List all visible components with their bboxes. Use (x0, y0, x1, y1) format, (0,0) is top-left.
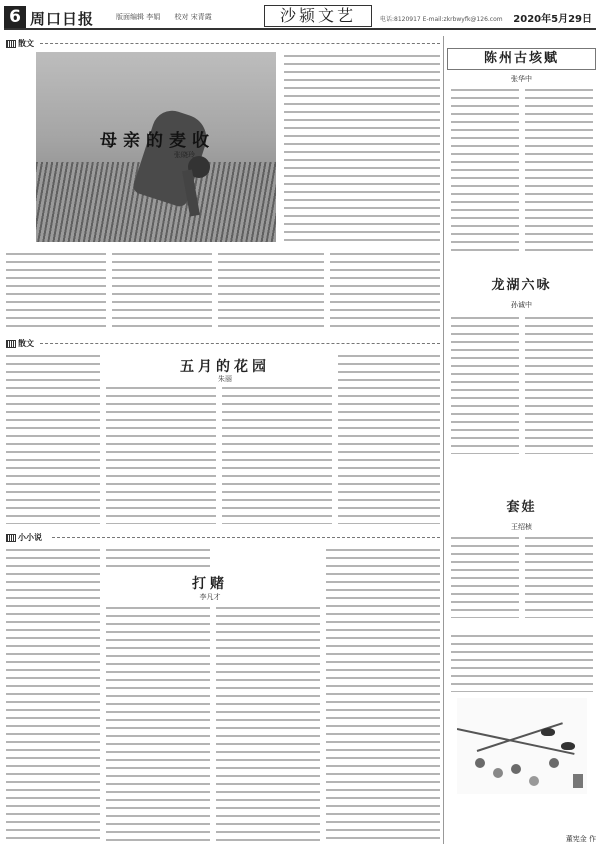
article-author: 李凡才 (199, 593, 221, 601)
publication-date: 2020年5月29日 (513, 14, 592, 25)
poem-title: 陈州古垓赋 (447, 48, 596, 70)
article-text (106, 604, 210, 842)
article-label: 散文 (6, 338, 34, 349)
column-divider (443, 36, 444, 844)
article-text (218, 250, 324, 330)
article-text (106, 384, 216, 524)
article-text (338, 352, 440, 524)
poem-text (451, 86, 519, 254)
poem-text (451, 314, 519, 454)
editors (116, 12, 224, 22)
paper-name: 周口日报 (30, 10, 95, 28)
poem-text (525, 534, 593, 618)
painting-seal (573, 774, 583, 788)
poem-title: 套娃 (506, 500, 537, 515)
painting-blossom (475, 758, 485, 768)
right-column (447, 38, 596, 798)
article-author: 张晓玲 (174, 151, 195, 159)
painting-blossom (493, 768, 503, 778)
painting-blossom (529, 776, 539, 786)
article-title: 母亲的麦收 (100, 131, 215, 151)
poem-author: 孙诚中 (511, 301, 532, 309)
article-text (284, 52, 440, 242)
editor-label: 版面编辑 李娟 (116, 13, 161, 21)
painting-blossom (511, 764, 521, 774)
article-title: 五月的花园 (180, 359, 270, 375)
article-title: 打赌 (192, 576, 228, 592)
proof-label: 校对 宋青霞 (174, 13, 212, 21)
divider (40, 43, 440, 44)
section-title: 沙颍文艺 (264, 5, 372, 27)
divider (52, 537, 440, 538)
painting-credit: 董宪金 作 (565, 835, 596, 843)
article-text (222, 384, 332, 524)
divider (40, 343, 440, 344)
poem-author: 王绍桢 (511, 523, 532, 531)
poem-text (525, 314, 593, 454)
painting-branch (457, 728, 575, 755)
article-text (330, 250, 440, 330)
painting-bird (541, 728, 555, 736)
article-photo (36, 52, 276, 242)
poem-author: 张华中 (511, 75, 532, 83)
page-number: 6 (4, 6, 26, 28)
poem-title: 龙湖六咏 (491, 278, 552, 293)
painting-bird (561, 742, 575, 750)
poem-text (525, 86, 593, 254)
poem-text (451, 534, 519, 618)
article-text (326, 546, 440, 842)
article-text (451, 632, 593, 692)
article-author: 朱丽 (218, 375, 232, 383)
contact-info: 电话:8120917 E-mail:zkrbwyfk@126.com (380, 16, 503, 23)
article-text (6, 546, 100, 842)
article-text (216, 604, 320, 842)
masthead (4, 4, 596, 30)
painting-blossom (549, 758, 559, 768)
article-text (112, 250, 212, 330)
article-text (6, 352, 100, 524)
article-label: 散文 (6, 38, 34, 49)
article-label: 小小说 (6, 532, 42, 543)
article-text (106, 546, 210, 568)
article-text (6, 250, 106, 330)
ink-painting (457, 698, 587, 794)
